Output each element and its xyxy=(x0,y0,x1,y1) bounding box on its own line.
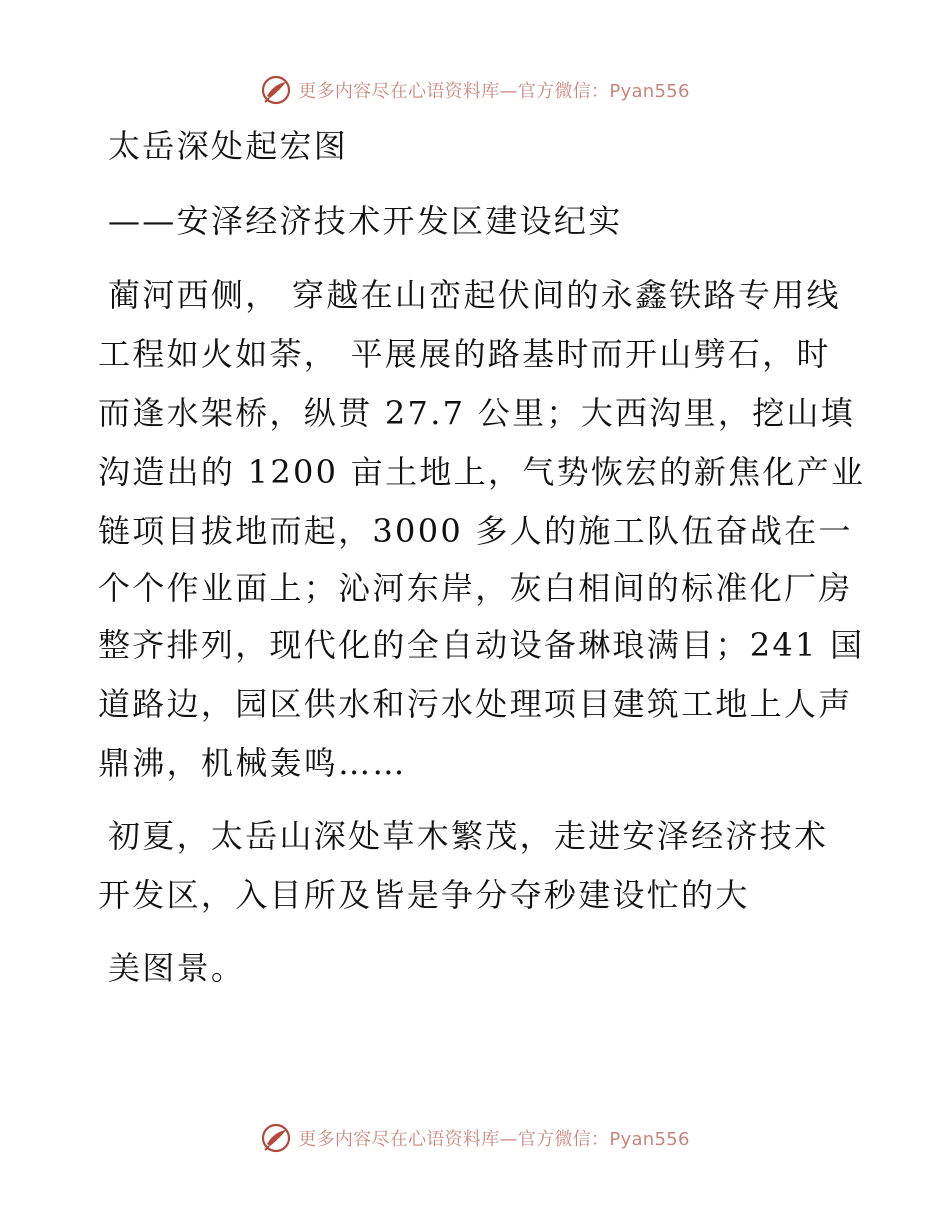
paragraph-line: 开发区，入目所及皆是争分夺秒建设忙的大 xyxy=(98,876,750,914)
paragraph-line: 沟造出的 1200 亩土地上，气势恢宏的新焦化产业 xyxy=(98,453,866,491)
paragraph-line: 整齐排列，现代化的全自动设备琳琅满目；241 国 xyxy=(98,626,865,664)
document-title: 太岳深处起宏图 xyxy=(108,127,349,165)
paragraph-line: 工程如火如荼， 平展展的路基时而开山劈石，时 xyxy=(98,335,831,373)
document-subtitle: ——安泽经济技术开发区建设纪实 xyxy=(108,202,623,240)
header-watermark-banner xyxy=(0,70,950,110)
paragraph-line: 个个作业面上；沁河东岸，灰白相间的标准化厂房 xyxy=(98,569,853,607)
paragraph-line: 道路边，园区供水和污水处理项目建筑工地上人声 xyxy=(98,685,853,723)
footer-watermark-banner xyxy=(0,1118,950,1158)
watermark-text: 更多内容尽在心语资料库—官方微信：Pyan556 xyxy=(298,81,690,102)
paragraph-line: 而逢水架桥，纵贯 27.7 公里；大西沟里，挖山填 xyxy=(98,394,856,432)
pen-logo-icon xyxy=(260,1122,292,1154)
pen-logo-icon xyxy=(260,74,292,106)
paragraph-3: 美图景。 xyxy=(108,949,246,987)
paragraph-line: 鼎沸，机械轰鸣…… xyxy=(98,744,407,782)
paragraph-line: 蔺河西侧， 穿越在山峦起伏间的永鑫铁路专用线 xyxy=(108,276,841,314)
watermark-text: 更多内容尽在心语资料库—官方微信：Pyan556 xyxy=(298,1129,690,1150)
paragraph-line: 初夏，太岳山深处草木繁茂，走进安泽经济技术 xyxy=(108,817,829,855)
paragraph-line: 链项目拔地而起，3000 多人的施工队伍奋战在一 xyxy=(98,512,853,550)
